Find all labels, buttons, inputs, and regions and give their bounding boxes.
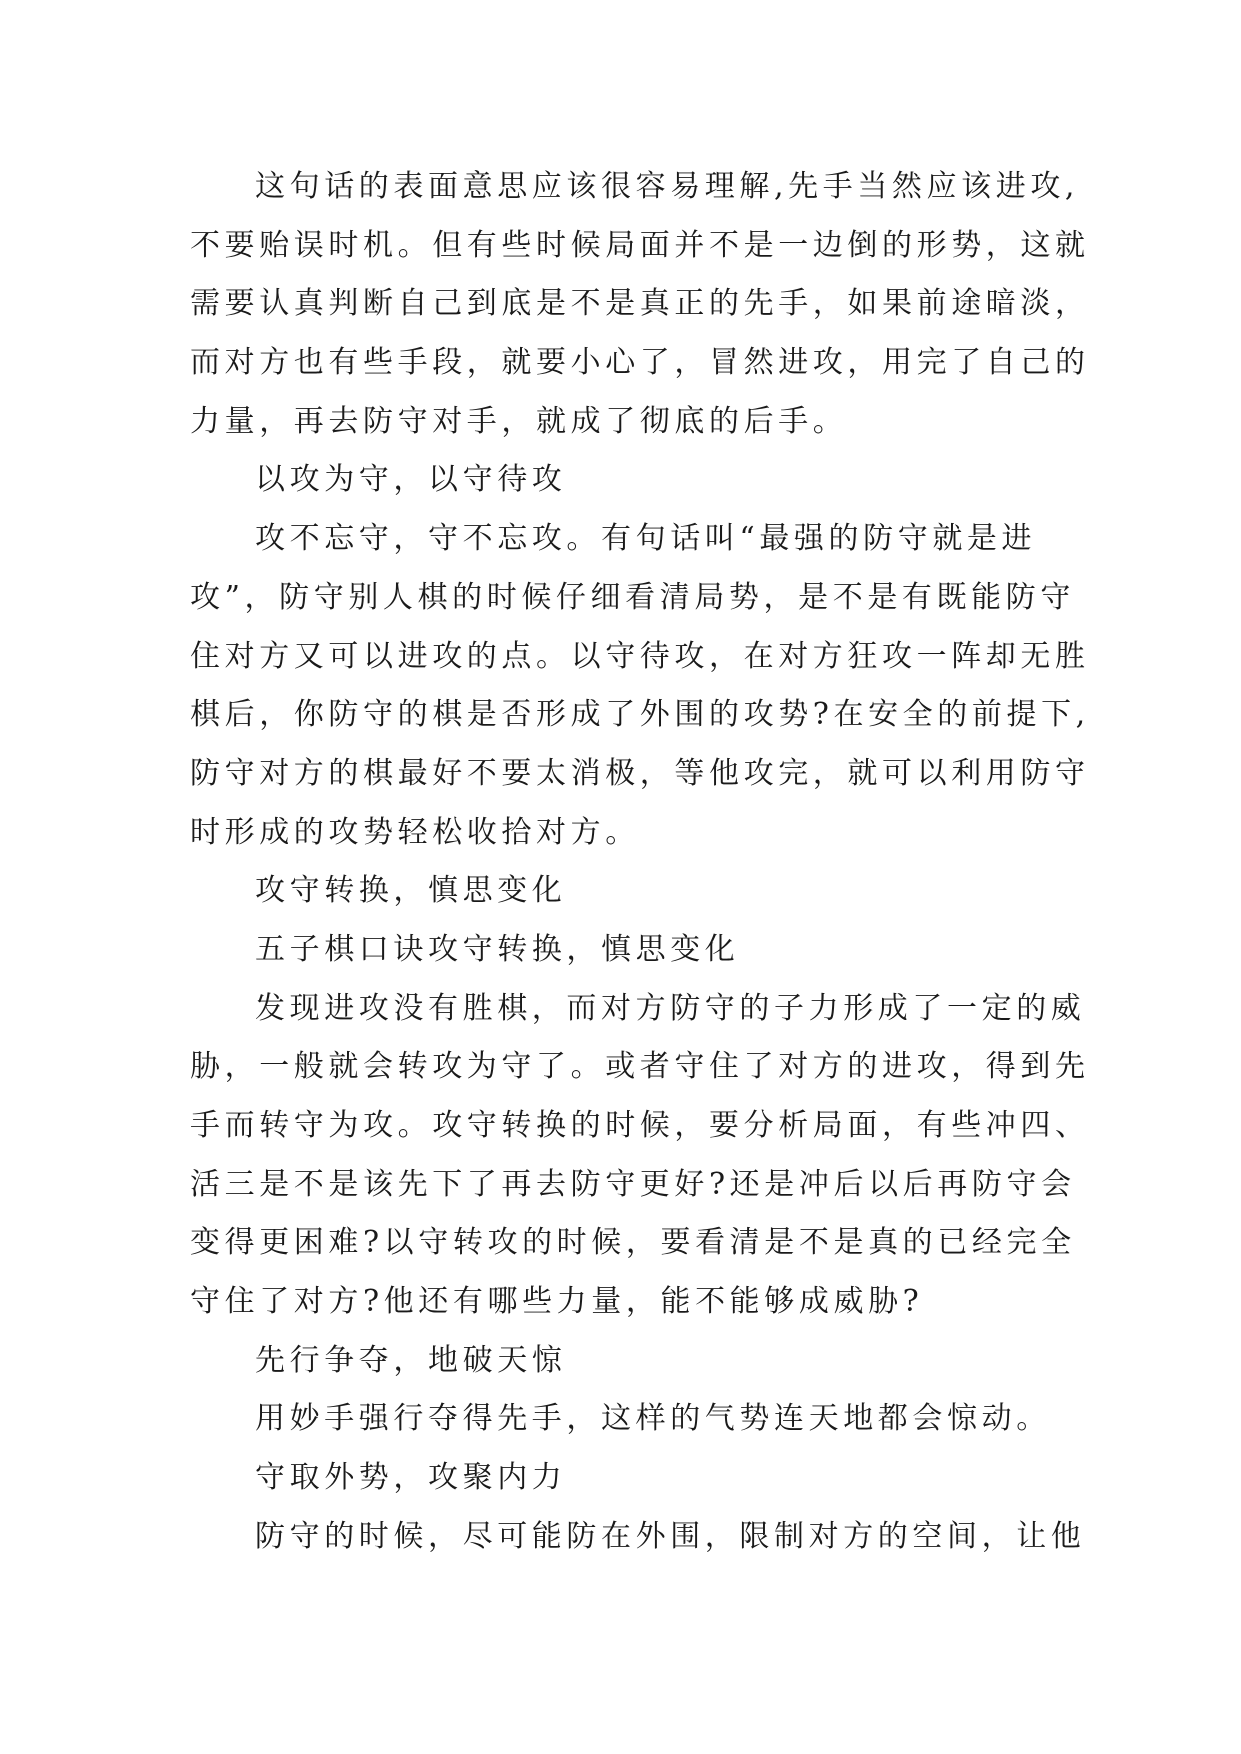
paragraph-line-first: 发现进攻没有胜棋，而对方防守的子力形成了一定的威: [255, 990, 1086, 1026]
paragraph-line-first: 防守的时候，尽可能防在外围，限制对方的空间，让他: [255, 1518, 1086, 1554]
paragraph-line: 住对方又可以进攻的点。以守待攻，在对方狂攻一阵却无胜: [190, 638, 1090, 674]
paragraph-line: 守住了对方?他还有哪些力量，能不能够成威胁?: [190, 1284, 924, 1320]
document-body: [190, 158, 1090, 1567]
paragraph-line: 时形成的攻势轻松收拾对方。: [190, 814, 640, 850]
paragraph-line: 而对方也有些手段，就要小心了，冒然进攻，用完了自己的: [190, 345, 1090, 381]
paragraph-line: 攻”，防守别人棋的时候仔细看清局势，是不是有既能防守: [190, 579, 1075, 615]
paragraph-line: 活三是不是该先下了再去防守更好?还是冲后以后再防守会: [190, 1166, 1076, 1202]
paragraph-line-first: 攻守转换，慎思变化: [255, 873, 567, 909]
paragraph-line: 防守对方的棋最好不要太消极，等他攻完，就可以利用防守: [190, 755, 1090, 791]
paragraph-line-first: 守取外势，攻聚内力: [255, 1460, 567, 1496]
paragraph-line-first: 用妙手强行夺得先手，这样的气势连天地都会惊动。: [255, 1401, 1051, 1437]
paragraph-line: 需要认真判断自己到底是不是真正的先手，如果前途暗淡，: [190, 286, 1090, 322]
paragraph-line: 变得更困难?以守转攻的时候，要看清是不是真的已经完全: [190, 1225, 1076, 1261]
paragraph-line-first: 先行争夺，地破天惊: [255, 1342, 567, 1378]
paragraph-line: 力量，再去防守对手，就成了彻底的后手。: [190, 403, 848, 439]
paragraph-line-first: 这句话的表面意思应该很容易理解,先手当然应该进攻,: [255, 169, 1080, 204]
paragraph-line: 棋后，你防守的棋是否形成了外围的攻势?在安全的前提下,: [190, 697, 1090, 733]
paragraph-line-first: 五子棋口诀攻守转换，慎思变化: [255, 931, 740, 967]
paragraph-line: 胁，一般就会转攻为守了。或者守住了对方的进攻，得到先: [190, 1049, 1090, 1085]
paragraph-line-first: 以攻为守，以守待攻: [255, 462, 567, 498]
paragraph-line-first: 攻不忘守，守不忘攻。有句话叫“最强的防守就是进: [255, 521, 1037, 557]
paragraph-line: 手而转守为攻。攻守转换的时候，要分析局面，有些冲四、: [190, 1108, 1090, 1143]
paragraph-line: 不要贻误时机。但有些时候局面并不是一边倒的形势，这就: [190, 227, 1090, 263]
